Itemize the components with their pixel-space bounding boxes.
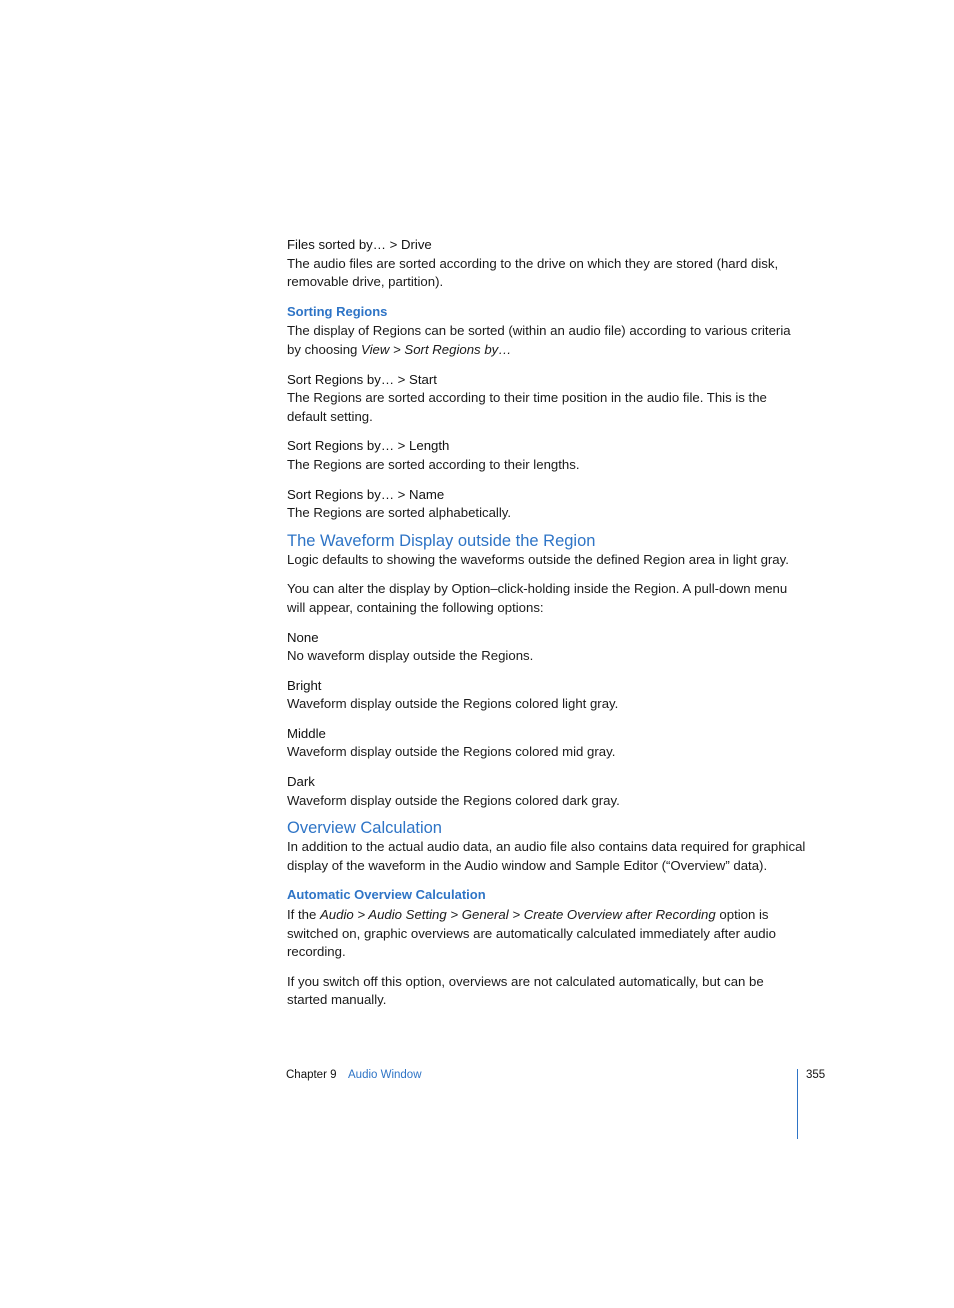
desc-sort-name: The Regions are sorted alphabetically. xyxy=(287,505,512,521)
desc-bright: Waveform display outside the Regions colored light gray. xyxy=(287,696,619,712)
page-number: 355 xyxy=(806,1069,826,1081)
heading-sorting-regions: Sorting Regions xyxy=(287,303,388,319)
desc-none: No waveform display outside the Regions. xyxy=(287,648,534,664)
term-sort-length: Sort Regions by… > Length xyxy=(287,438,450,454)
term-none: None xyxy=(287,629,319,645)
page-content xyxy=(287,236,807,1021)
para-auto-overview-1: If the Audio > Audio Setting > General > Create Overview after Recording option is switched on, graphic overviews are automatically calculated immediately after audio recording. xyxy=(287,907,776,960)
desc-dark: Waveform display outside the Regions colored dark gray. xyxy=(287,792,620,808)
menu-path: View > Sort Regions by… xyxy=(361,341,512,357)
footer-chapter-title: Audio Window xyxy=(348,1069,422,1081)
desc-sort-start: The Regions are sorted according to their time position in the audio file. This is the default setting. xyxy=(287,390,767,424)
term-sort-name: Sort Regions by… > Name xyxy=(287,486,445,502)
para-waveform-1: Logic defaults to showing the waveforms outside the defined Region area in light gray. xyxy=(287,551,789,567)
term-files-drive: Files sorted by… > Drive xyxy=(287,237,432,252)
para-auto-overview-2: If you switch off this option, overviews are not calculated automatically, but can be started manually. xyxy=(287,973,764,1008)
para-overview-1: In addition to the actual audio data, an audio file also contains data required for graphical display of the waveform in the Audio window and Sample Editor (“Overview” data). xyxy=(287,839,806,873)
term-dark: Dark xyxy=(287,774,315,790)
para-waveform-2: You can alter the display by Option–click-holding inside the Region. A pull-down menu will appear, containing the following options: xyxy=(287,581,788,615)
term-sort-start: Sort Regions by… > Start xyxy=(287,371,437,387)
desc-sort-length: The Regions are sorted according to their lengths. xyxy=(287,456,580,472)
footer-chapter: Chapter 9 xyxy=(286,1069,337,1081)
term-bright: Bright xyxy=(287,677,322,693)
desc-sorting-regions: The display of Regions can be sorted (within an audio file) according to various criteria by choosing View > Sort Regions by… xyxy=(287,323,791,357)
term-middle: Middle xyxy=(287,725,326,741)
desc-middle: Waveform display outside the Regions colored mid gray. xyxy=(287,744,616,760)
desc-files-drive: The audio files are sorted according to the drive on which they are stored (hard disk, removable drive, partition). xyxy=(287,255,779,290)
heading-automatic-overview: Automatic Overview Calculation xyxy=(287,887,486,903)
heading-waveform-display: The Waveform Display outside the Region xyxy=(287,531,596,550)
footer-divider xyxy=(797,1069,798,1139)
menu-path: Audio > Audio Setting > General > Create Overview after Recording xyxy=(320,907,716,923)
heading-overview-calculation: Overview Calculation xyxy=(287,819,442,838)
